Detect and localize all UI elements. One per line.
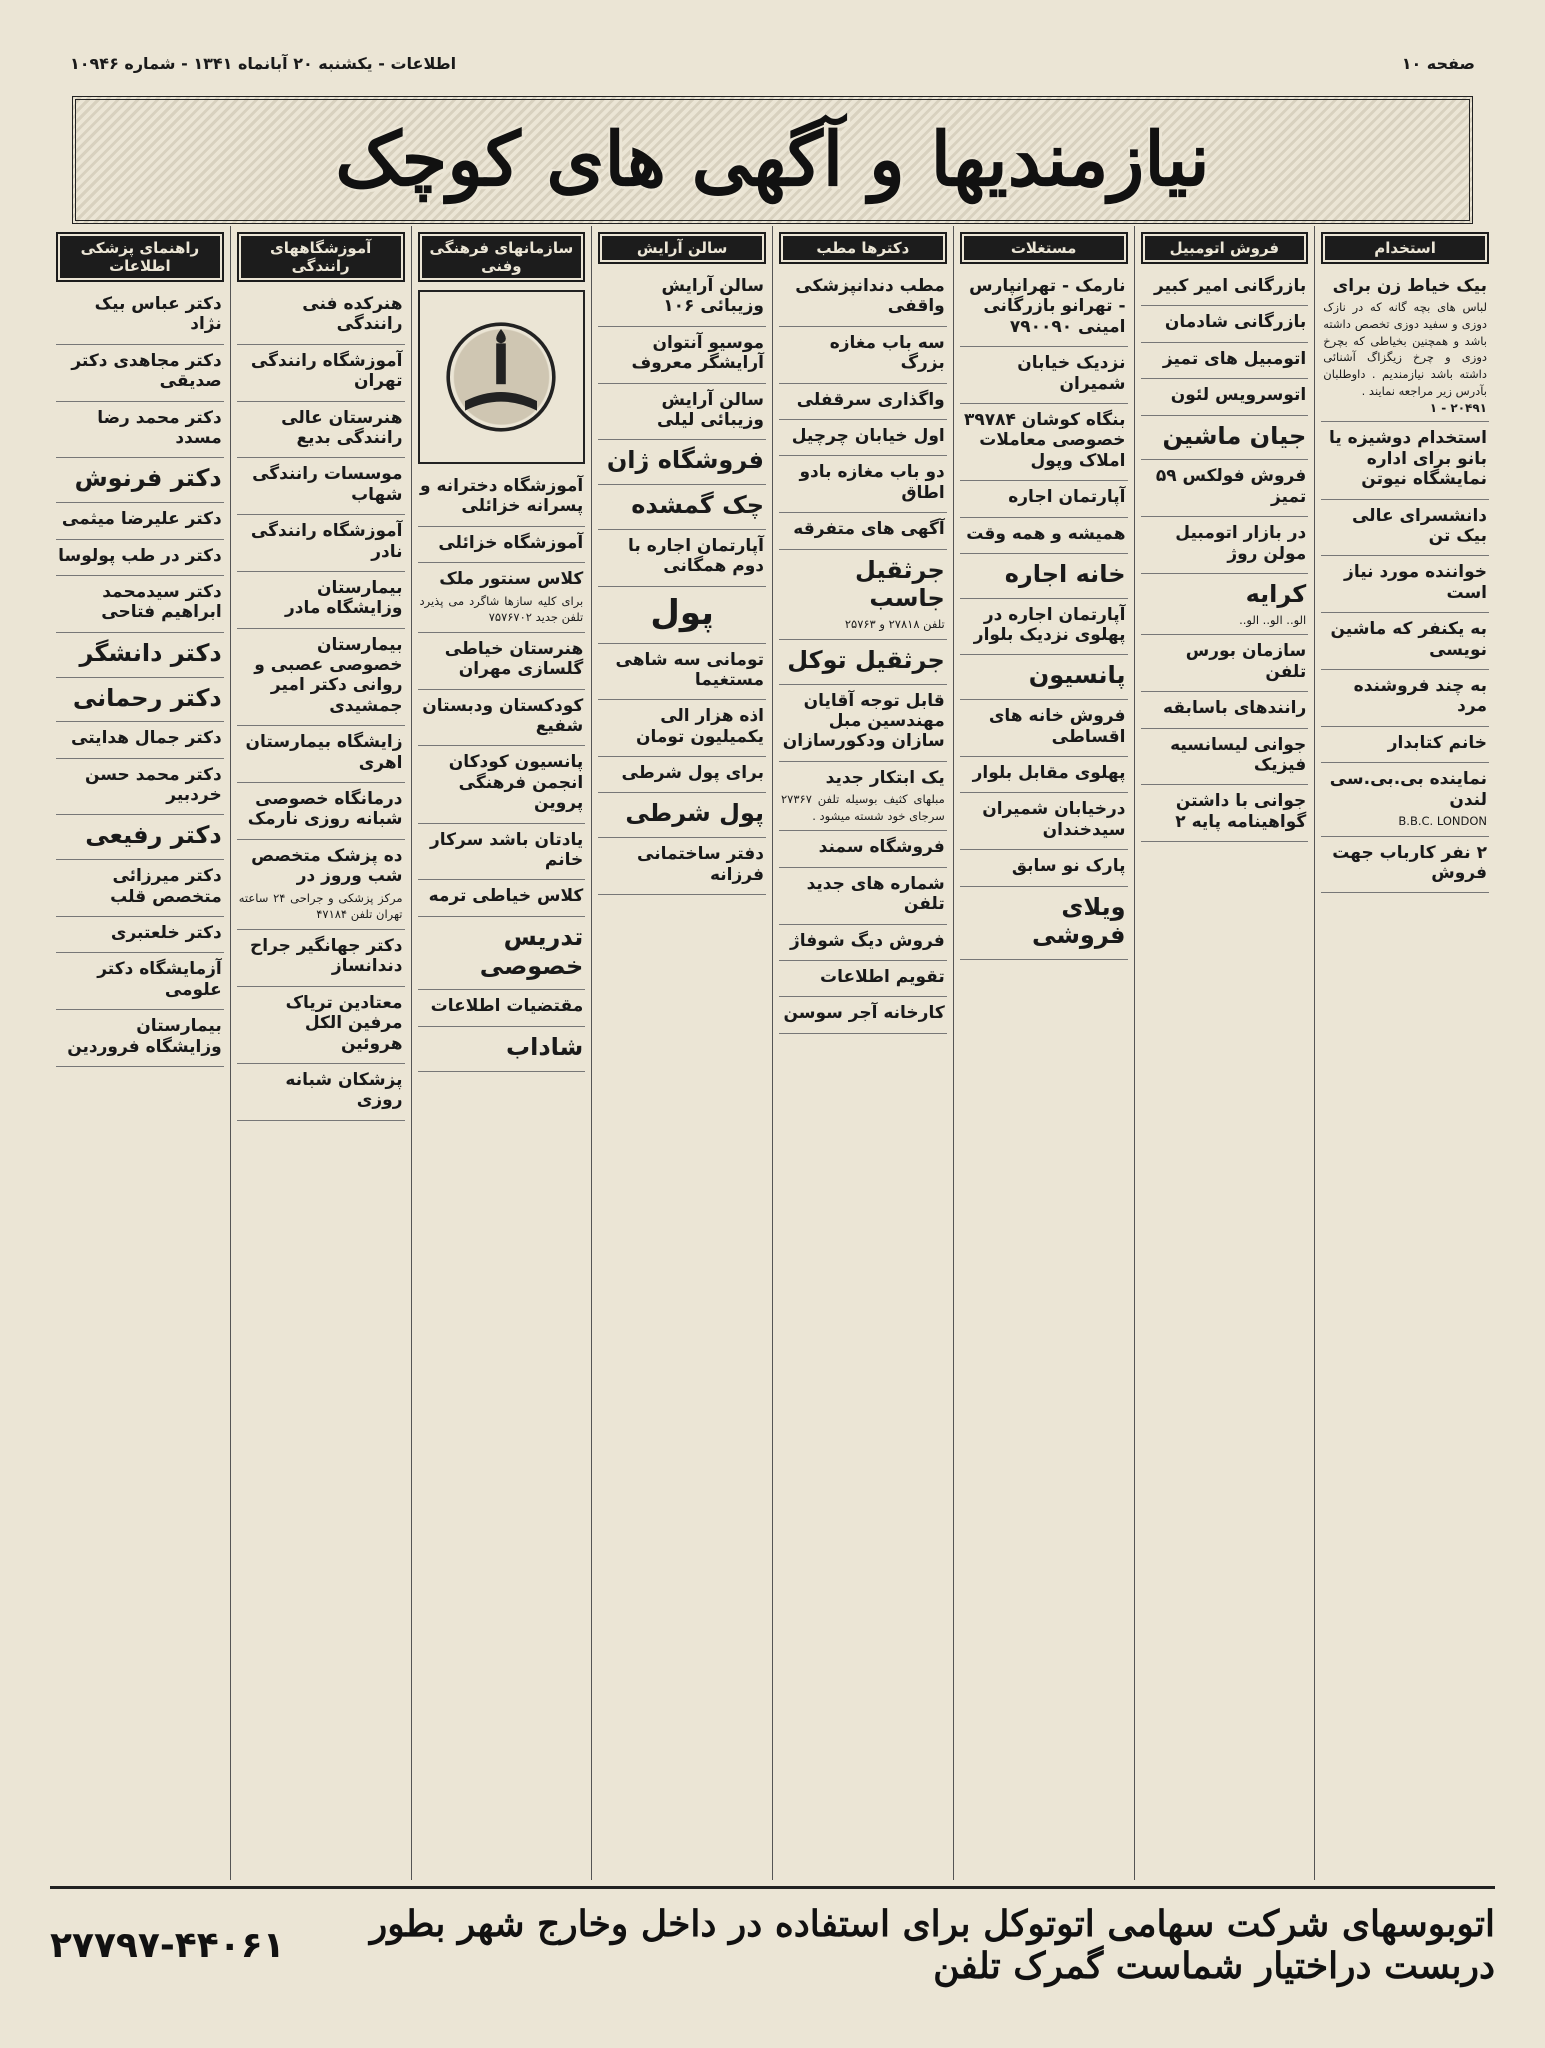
ad-title: بازرگانی امیر کبیر	[1154, 276, 1307, 296]
classified-ad	[418, 992, 586, 1026]
ad-title: نماینده بی.بی.سی لندن	[1329, 769, 1487, 810]
ad-title: فروشگاه ژان	[606, 446, 764, 475]
classified-ad	[960, 852, 1128, 886]
classified-ad	[1141, 381, 1309, 415]
classified-ad	[237, 932, 405, 987]
issue-line: اطلاعات - یکشنبه ۲۰ آبانماه ۱۳۴۱ - شماره ۱۰۹۴۶	[70, 53, 457, 73]
classified-ad	[960, 759, 1128, 793]
classified-ad	[960, 406, 1128, 481]
column-heading: استخدام	[1321, 232, 1489, 264]
ad-title: یک ابتکار جدید	[825, 767, 945, 788]
classified-ad	[598, 272, 766, 327]
ad-title: دکتر دانشگر	[79, 638, 222, 667]
classified-ad	[237, 842, 405, 930]
classified-ad	[960, 483, 1128, 517]
ad-title: نارمک - تهرانپارس - تهرانو بازرگانی امینی ۷۹۰۰۹۰	[969, 276, 1126, 337]
classified-ad	[1141, 272, 1309, 306]
ad-body: مبلهای کثیف بوسیله تلفن ۲۷۳۶۷ سرجای خود شسته میشود .	[781, 792, 945, 823]
classified-ad	[1321, 839, 1489, 894]
ad-title: تومانی سه شاهی مستغیما	[615, 649, 764, 690]
ad-body: برای کلیه سازها شاگرد می پذیرد تلفن جدید ۷۵۷۶۷۰۲	[419, 593, 584, 625]
classified-ad	[779, 552, 947, 640]
classified-ad	[237, 290, 405, 345]
classified-ad	[598, 386, 766, 441]
ad-title: آموزشگاه رانندگی نادر	[250, 521, 403, 562]
classified-ad	[960, 657, 1128, 700]
classified-ad	[779, 515, 947, 549]
ad-title: به چند فروشنده مرد	[1353, 675, 1487, 717]
ad-title: بیک خیاط زن برای	[1332, 276, 1487, 296]
classified-ad	[418, 529, 586, 563]
classified-ad	[598, 702, 766, 757]
ad-title: یادتان باشد سرکار خانم	[429, 829, 584, 871]
classified-ad	[56, 919, 224, 953]
ad-title: سالن آرایش وزیبائی لیلی	[656, 389, 764, 430]
classified-ad	[598, 329, 766, 384]
ad-title: زایشگاه بیمارستان اهری	[245, 732, 403, 773]
classified-ad	[779, 458, 947, 513]
ad-title: هنرستان خیاطی گلسازی مهران	[444, 638, 584, 680]
classified-ad	[418, 1029, 586, 1072]
ad-title: دکتر رفیعی	[85, 821, 222, 850]
ad-title: اتوسرویس لئون	[1170, 385, 1307, 406]
ad-title: اذه هزار الی یکمیلیون تومان	[635, 706, 764, 747]
ad-title: دکتر جهانگیر جراح دندانساز	[249, 935, 403, 977]
classified-ad	[1321, 765, 1489, 836]
classified-ad	[418, 919, 586, 991]
classified-ad	[1141, 787, 1309, 842]
classified-ad	[237, 347, 405, 402]
classified-ad	[960, 272, 1128, 347]
column-2	[1134, 226, 1315, 1880]
ad-title: فروشگاه سمند	[818, 837, 945, 858]
classified-ad	[779, 963, 947, 997]
classified-ad	[960, 349, 1128, 404]
ad-title: پزشکان شبانه روزی	[285, 1069, 403, 1111]
classified-ad	[598, 840, 766, 895]
classified-ad	[237, 574, 405, 629]
footer-ad-text: اتوبوسهای شرکت سهامی اتوتوکل برای استفاده در داخل وخارج شهر بطور دربست دراختیار شماست گمرک تلفن	[369, 1903, 1495, 1987]
ad-title: بیمارستان وزایشگاه فروردین	[67, 1016, 222, 1057]
classified-ad	[56, 460, 224, 503]
ad-title: دو باب مغازه بادو اطاق	[799, 462, 945, 503]
ad-title: فروش دیگ شوفاژ	[789, 930, 945, 951]
classified-ad	[237, 404, 405, 459]
ad-body: B.B.C. LONDON	[1398, 813, 1487, 828]
classified-ad	[56, 404, 224, 459]
classified-ad	[598, 759, 766, 793]
ad-body: الو.. الو.. الو..	[1239, 612, 1307, 627]
ad-body: مرکز پزشکی و جراحی ۲۴ ساعته تهران تلفن ۴۷۱۸۴	[238, 890, 403, 922]
classified-ad	[1141, 418, 1309, 461]
classified-ad	[56, 761, 224, 816]
classified-ad	[779, 764, 947, 832]
ad-title: شماره های جدید تلفن	[806, 873, 945, 915]
classified-ad	[237, 517, 405, 572]
classified-ad	[1321, 558, 1489, 613]
ad-title: سه باب مغازه بزرگ	[829, 332, 945, 374]
masthead	[72, 96, 1473, 224]
ad-title: دکتر علیرضا میثمی	[61, 509, 222, 530]
classified-ad	[1141, 637, 1309, 692]
ad-title: آزمایشگاه دکتر علومی	[97, 959, 222, 1000]
ad-title: پانسیون	[1028, 661, 1126, 690]
classified-ad	[1141, 576, 1309, 635]
ad-title: اول خیابان چرچیل	[791, 425, 945, 446]
classified-ad	[418, 826, 586, 881]
ad-title: سازمان بورس تلفن	[1185, 641, 1307, 682]
ad-columns	[50, 226, 1495, 1880]
classified-ad	[56, 1012, 224, 1067]
ad-title: بیمارستان خصوصی عصبی و روانی دکتر امیر جمشیدی	[254, 634, 403, 716]
classified-ad	[779, 642, 947, 685]
classified-ad	[779, 999, 947, 1033]
classified-ad	[56, 862, 224, 917]
ad-title: ۲ نفر کارباب جهت فروش	[1332, 842, 1487, 883]
classified-ad	[56, 955, 224, 1010]
ad-title: جوانی با داشتن گواهینامه پایه ۲	[1175, 791, 1307, 832]
ad-title: آگهی های متفرقه	[793, 519, 945, 540]
classified-ad	[1321, 615, 1489, 670]
ad-reference-number: ۲۰۴۹۱ - ۱	[1429, 401, 1487, 416]
ad-title: کلاس خیاطی ترمه	[428, 886, 584, 907]
ad-title: درخیابان شمیران سیدخندان	[982, 799, 1126, 840]
ad-title: شاداب	[505, 1032, 584, 1061]
ad-title: آپارتمان اجاره در پهلوی نزدیک بلوار	[973, 604, 1126, 646]
top-info-line	[70, 52, 1475, 74]
classified-ad	[598, 589, 766, 644]
classified-ad	[237, 1066, 405, 1121]
ad-title: واگذاری سرقفلی	[796, 389, 945, 410]
ad-title: برای پول شرطی	[621, 763, 764, 784]
ad-title: آموزشگاه دخترانه و پسرانه خزائلی	[420, 476, 584, 517]
ad-title: دکتر مجاهدی دکتر صدیقی	[71, 350, 222, 392]
column-3	[953, 226, 1134, 1880]
bottom-rule	[50, 1886, 1495, 1889]
masthead-title: نیازمندیها و آگهی های کوچک	[335, 117, 1210, 203]
ad-title: سالن آرایش وزیبائی ۱۰۶	[661, 276, 764, 317]
classified-ad	[1141, 519, 1309, 574]
ad-title: مقتضیات اطلاعات	[430, 996, 584, 1017]
ad-title: بنگاه کوشان ۳۹۷۸۴ خصوصی معاملات املاک وپول	[963, 409, 1126, 471]
classified-ad	[598, 487, 766, 530]
classified-ad	[1141, 731, 1309, 786]
classified-ad	[237, 460, 405, 515]
ad-title: پانسیون کودکان انجمن فرهنگی پروین	[448, 752, 584, 814]
classified-ad	[598, 795, 766, 838]
classified-ad	[960, 795, 1128, 850]
ad-title: خانه اجاره	[1004, 559, 1126, 588]
ad-title: بازرگانی شادمان	[1164, 312, 1307, 333]
classified-ad	[56, 542, 224, 576]
column-heading: سازمانهای فرهنگی وفنی	[418, 232, 586, 282]
column-4	[772, 226, 953, 1880]
ad-title: به یکنفر که ماشین نویسی	[1330, 619, 1487, 660]
column-6	[411, 226, 592, 1880]
column-8	[50, 226, 230, 1880]
ad-title: قابل توجه آقایان مهندسین مبل سازان ودکورسازان	[782, 690, 945, 752]
classified-ad	[779, 329, 947, 384]
ad-title: دفتر ساختمانی فرزانه	[637, 844, 764, 885]
ad-title: دانشسرای عالی بیک تن	[1351, 505, 1487, 546]
page-number: صفحه ۱۰	[1401, 53, 1475, 73]
footer-advertisement	[50, 1900, 1495, 1990]
classified-ad	[56, 724, 224, 758]
classified-ad	[56, 635, 224, 678]
ad-body: لباس های بچه گانه که در نازک دوزی و سفید دوزی تخصص داشته باشد و همچنین بخیاطی که بچرخ دوزی و چرخ زیگزاگ آشنائی داشته باشد نیازمندیم . داوطلبان بآدرس زیر مراجعه نمایند .	[1323, 300, 1487, 398]
column-heading: دکترها مطب	[779, 232, 947, 264]
ad-title: بیمارستان وزایشگاه مادر	[284, 577, 403, 619]
classified-ad	[960, 889, 1128, 961]
classified-ad	[779, 272, 947, 327]
footer-ad-phone: ۲۷۷۹۷-۴۴۰۶۱	[50, 1924, 285, 1966]
classified-ad	[960, 520, 1128, 554]
ad-title: دکتر رحمانی	[72, 683, 222, 712]
ad-title: پول شرطی	[625, 799, 764, 828]
ad-title: جرثقیل جاسب	[855, 555, 945, 613]
ad-title: معتادین تریاک مرفین الکل هروئین	[285, 992, 403, 1054]
ad-title: دکتر سیدمحمد ابراهیم فتاحی	[101, 581, 222, 623]
ad-title: خانم کتابدار	[1387, 732, 1487, 753]
ad-title: جیان ماشین	[1162, 421, 1307, 450]
ad-title: کودکستان ودبستان شفیع	[422, 695, 584, 737]
ad-title: تقویم اطلاعات	[820, 967, 945, 988]
ad-title: نزدیک خیابان شمیران	[1017, 353, 1126, 394]
classified-ad	[1141, 462, 1309, 517]
ad-title: فروش فولکس ۵۹ تمیز	[1155, 466, 1307, 507]
classified-ad	[418, 472, 586, 527]
ad-title: استخدام دوشیزه یا بانو برای اداره نمایشگاه نیوتن	[1328, 428, 1487, 490]
ad-title: دکتر در طب پولوسا	[58, 545, 222, 566]
ad-title: همیشه و همه وقت	[966, 523, 1126, 544]
classified-ad	[418, 748, 586, 823]
column-1	[1314, 226, 1495, 1880]
ad-title: اتومبیل های تمیز	[1162, 348, 1307, 369]
classified-ad	[237, 728, 405, 783]
ad-title: موسسات رانندگی شهاب	[252, 464, 403, 505]
ad-title: جرثقیل توکل	[787, 645, 945, 674]
column-heading: آموزشگاههای رانندگی	[237, 232, 405, 282]
classified-ad	[960, 601, 1128, 656]
classified-ad	[1321, 672, 1489, 727]
classified-ad	[237, 785, 405, 840]
ad-title: مطب دندانپزشکی واقفی	[795, 276, 945, 317]
column-heading: مستغلات	[960, 232, 1128, 264]
classified-ad	[779, 870, 947, 925]
classified-ad	[56, 290, 224, 345]
column-heading: فروش اتومبیل	[1141, 232, 1309, 264]
classified-ad	[237, 631, 405, 727]
ad-title: در بازار اتومبیل مولن روژ	[1175, 523, 1307, 564]
classified-ad	[779, 833, 947, 867]
ad-title: دکتر جمال هدایتی	[71, 728, 222, 749]
ad-title: آموزشگاه خزائلی	[438, 532, 584, 553]
classified-ad	[418, 565, 586, 633]
ad-title: آموزشگاه رانندگی تهران	[250, 350, 403, 392]
classified-ad	[1321, 502, 1489, 557]
classified-ad	[1141, 308, 1309, 342]
ad-title: فروش خانه های اقساطی	[988, 706, 1126, 747]
ad-title: دکتر فرنوش	[74, 464, 222, 493]
ad-title: آپارتمان اجاره با دوم همگانی	[628, 535, 764, 577]
classified-ad	[418, 635, 586, 690]
classified-ad	[56, 680, 224, 723]
ad-title: کرایه	[1245, 579, 1307, 608]
ad-title: تدریس خصوصی	[479, 922, 584, 980]
ad-title: هنرستان عالی رانندگی بدیع	[281, 407, 403, 448]
classified-ad	[1141, 345, 1309, 379]
classified-ad	[56, 817, 224, 860]
column-5	[591, 226, 772, 1880]
classified-ad	[56, 347, 224, 402]
ad-title: دکتر عباس بیک نژاد	[94, 294, 222, 335]
ad-title: کلاس سنتور ملک	[439, 569, 584, 590]
classified-ad	[598, 532, 766, 587]
classified-ad	[779, 927, 947, 961]
classified-ad	[598, 442, 766, 485]
ad-title: رانندهای باسابقه	[1163, 698, 1307, 719]
ad-title: موسیو آنتوان آرایشگر معروف	[631, 332, 764, 374]
ad-title: پارک نو سابق	[1011, 856, 1126, 877]
classified-ad	[1321, 272, 1489, 422]
classified-ad	[960, 702, 1128, 757]
classified-ad	[779, 386, 947, 420]
ad-title: پهلوی مقابل بلوار	[972, 763, 1126, 784]
ad-title: دکتر محمد حسن خردبیر	[84, 764, 222, 806]
classified-ad	[1141, 694, 1309, 728]
ad-title: دکتر میرزائی متخصص قلب	[110, 866, 222, 907]
ad-title: دکتر خلعتبری	[110, 923, 222, 944]
ad-title: پول	[650, 592, 714, 633]
ad-title: هنرکده فنی رانندگی	[302, 294, 403, 335]
ad-title: آپارتمان اجاره	[1008, 487, 1126, 508]
classified-ad	[418, 692, 586, 747]
ad-title: خواننده مورد نیاز است	[1344, 562, 1487, 603]
column-heading: راهنمای پزشکی اطلاعات	[56, 232, 224, 282]
column-heading: سالن آرایش	[598, 232, 766, 264]
classified-ad	[56, 578, 224, 633]
classified-ad	[598, 646, 766, 701]
column-7	[230, 226, 411, 1880]
ad-title: ده پزشک متخصص شب وروز در	[251, 845, 403, 887]
ad-title: چک گمشده	[631, 491, 764, 520]
classified-ad	[237, 989, 405, 1064]
ad-title: ویلای فروشی	[1032, 892, 1126, 950]
classified-ad	[1321, 729, 1489, 763]
classified-ad	[779, 422, 947, 456]
ad-title: جوانی لیسانسیه فیزیک	[1170, 734, 1307, 775]
classified-ad	[779, 687, 947, 762]
classified-ad	[56, 505, 224, 539]
classified-ad	[418, 882, 586, 916]
ad-body: تلفن ۲۷۸۱۸ و ۲۵۷۶۳	[844, 617, 945, 632]
ad-title: کارخانه آجر سوسن	[783, 1003, 945, 1024]
school-emblem-icon	[418, 290, 586, 464]
ad-title: دکتر محمد رضا مسدد	[97, 407, 222, 448]
classified-ad	[960, 556, 1128, 599]
ad-title: درمانگاه خصوصی شبانه روزی نارمک	[247, 789, 403, 830]
classified-ad	[1321, 424, 1489, 499]
